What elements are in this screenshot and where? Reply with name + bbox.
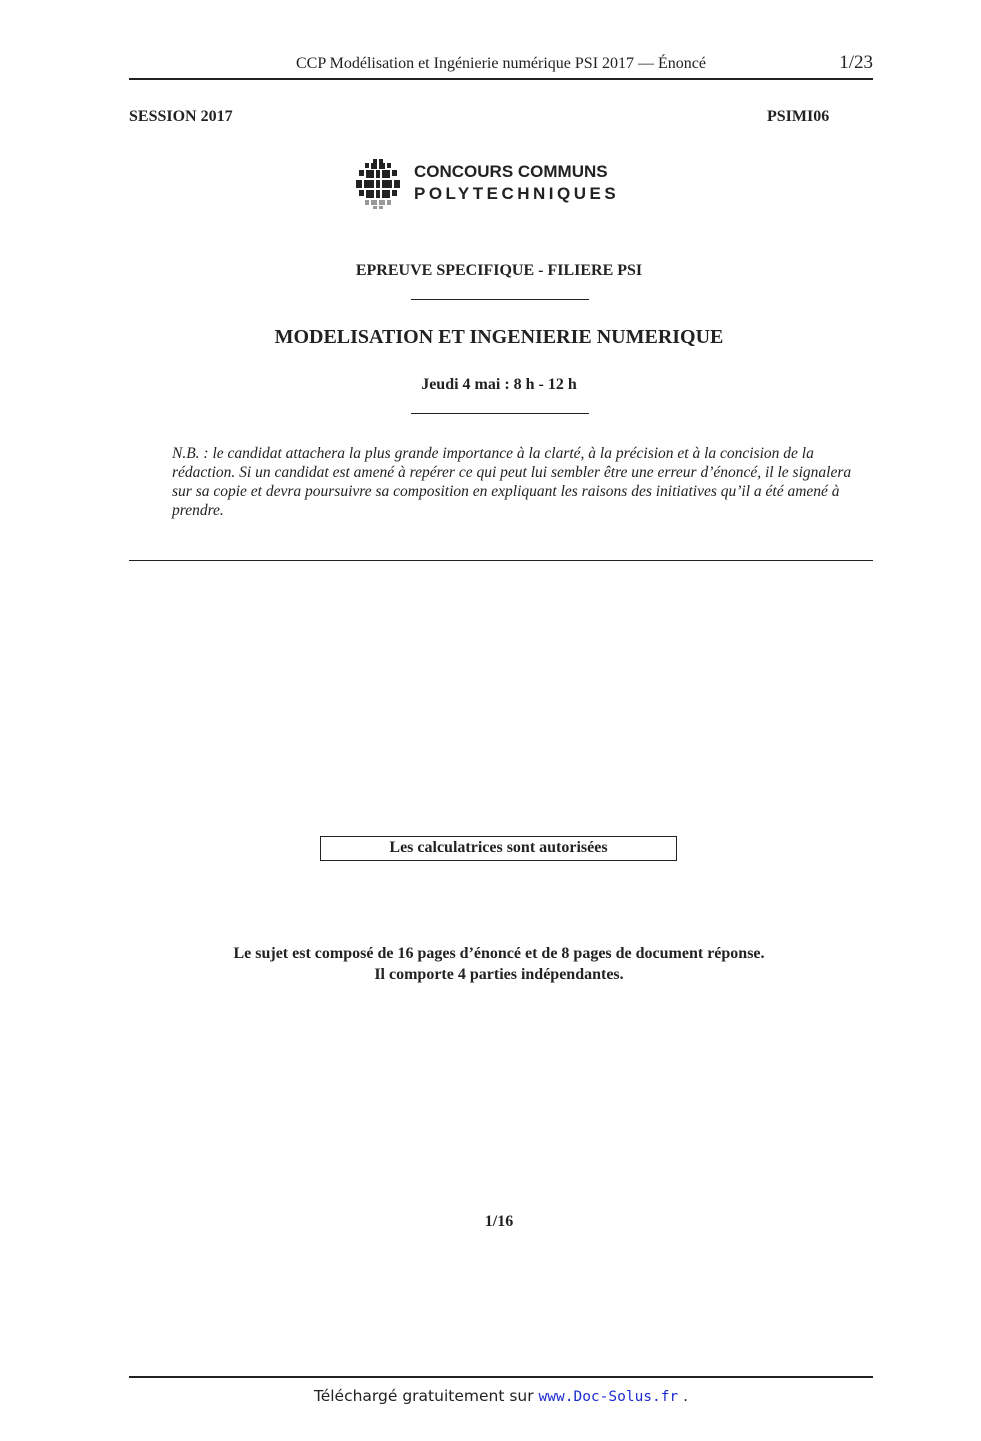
session-label: SESSION 2017 xyxy=(129,108,233,125)
subject-title: MODELISATION ET INGENIERIE NUMERIQUE xyxy=(274,326,724,348)
running-header-page: 1/23 xyxy=(839,52,873,73)
page-number: 1/16 xyxy=(484,1213,514,1230)
footer xyxy=(129,1387,873,1405)
logo-line-1: CONCOURS COMMUNS xyxy=(414,162,608,181)
footer-divider xyxy=(129,1376,873,1378)
footer-link[interactable]: www.Doc-Solus.fr xyxy=(538,1389,679,1405)
footer-suffix: . xyxy=(683,1387,689,1405)
logo-text xyxy=(414,161,619,205)
candidate-note: N.B. : le candidat attachera la plus grande importance à la clarté, à la précision et à la concision de la rédaction. Si un candidat est amené à repérer ce qui peut lui sembler être une erreur d’énoncé, il le signalera sur sa copie et devra poursuivre sa composition en expliquant les raisons des initiatives qu’il a été amené à prendre. xyxy=(172,445,852,519)
calculator-notice: Les calculatrices sont autorisées xyxy=(320,836,677,861)
composition-line-1: Le sujet est composé de 16 pages d’énoncé et de 8 pages de document réponse. xyxy=(233,945,765,962)
section-divider xyxy=(129,560,873,561)
globe-icon xyxy=(352,158,404,210)
logo-line-2: POLYTECHNIQUES xyxy=(414,184,620,203)
composition-info xyxy=(129,943,869,985)
ccp-logo xyxy=(352,158,642,210)
title-divider xyxy=(411,299,589,300)
exam-code: PSIMI06 xyxy=(767,108,830,125)
exam-date: Jeudi 4 mai : 8 h - 12 h xyxy=(421,376,577,393)
composition-line-2: Il comporte 4 parties indépendantes. xyxy=(374,966,624,983)
date-divider xyxy=(411,413,589,414)
running-header xyxy=(129,52,873,80)
epreuve-title: EPREUVE SPECIFIQUE - FILIERE PSI xyxy=(355,262,643,279)
footer-prefix: Téléchargé gratuitement sur xyxy=(313,1387,534,1405)
running-header-title: CCP Modélisation et Ingénierie numérique PSI 2017 — Énoncé xyxy=(295,55,706,72)
